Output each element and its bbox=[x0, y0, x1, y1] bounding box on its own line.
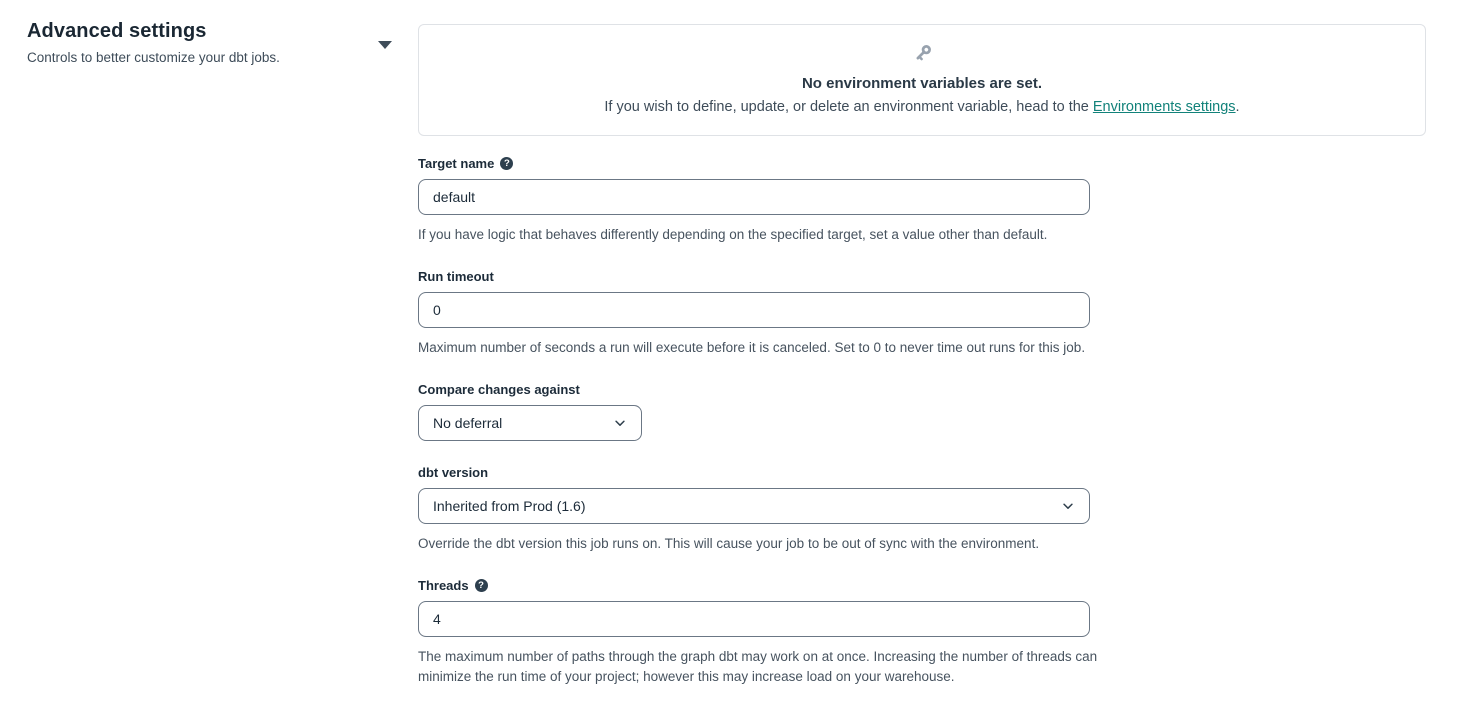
threads-helper: The maximum number of paths through the graph dbt may work on at once. Increasing the number of threads can minimize the run time of your project; however this may increase load on your warehouse. bbox=[418, 648, 1098, 684]
threads-label: Threads bbox=[418, 577, 469, 593]
target-name-label: Target name bbox=[418, 156, 495, 171]
dbt-version-selected-value: Inherited from Prod (1.6) bbox=[433, 497, 586, 514]
env-card-title: No environment variables are set. bbox=[801, 75, 1043, 92]
target-name-helper: If you have logic that behaves differently depending on the specified target, set a value other than default. bbox=[418, 227, 1048, 242]
dbt-version-group bbox=[418, 465, 1426, 554]
section-header bbox=[0, 0, 417, 711]
advanced-settings-form bbox=[418, 156, 1426, 687]
settings-form-pane bbox=[417, 0, 1458, 711]
page-subtitle: Controls to better customize your dbt jobs. bbox=[27, 50, 280, 65]
chevron-down-icon bbox=[613, 416, 627, 430]
run-timeout-input[interactable] bbox=[418, 292, 1090, 328]
key-icon bbox=[910, 41, 935, 71]
collapse-section-icon[interactable] bbox=[378, 41, 392, 49]
dbt-version-label: dbt version bbox=[418, 464, 489, 480]
dbt-version-select[interactable] bbox=[418, 488, 1090, 524]
target-name-group bbox=[418, 156, 1426, 245]
page-title: Advanced settings bbox=[27, 20, 207, 42]
compare-changes-group bbox=[418, 382, 1426, 441]
threads-help-icon[interactable]: ? bbox=[475, 579, 488, 592]
target-name-help-icon[interactable]: ? bbox=[500, 157, 513, 170]
dbt-version-helper: Override the dbt version this job runs on. This will cause your job to be out of sync with the environment. bbox=[418, 535, 1040, 551]
chevron-down-icon bbox=[1061, 499, 1075, 513]
env-card-message bbox=[439, 99, 1405, 115]
compare-changes-select[interactable] bbox=[418, 405, 642, 441]
threads-input[interactable] bbox=[418, 601, 1090, 637]
run-timeout-group bbox=[418, 269, 1426, 358]
env-variables-card bbox=[418, 24, 1426, 136]
compare-changes-label: Compare changes against bbox=[418, 381, 580, 397]
compare-changes-selected-value: No deferral bbox=[433, 414, 503, 431]
run-timeout-label: Run timeout bbox=[418, 268, 494, 284]
run-timeout-helper: Maximum number of seconds a run will execute before it is canceled. Set to 0 to never time out runs for this job. bbox=[418, 339, 1086, 355]
env-card-message-suffix: . bbox=[1235, 99, 1240, 115]
threads-group bbox=[418, 578, 1426, 687]
environments-settings-link[interactable]: Environments settings bbox=[1092, 99, 1236, 115]
target-name-input[interactable] bbox=[418, 179, 1090, 215]
env-card-message-prefix: If you wish to define, update, or delete an environment variable, head to the bbox=[604, 99, 1093, 115]
